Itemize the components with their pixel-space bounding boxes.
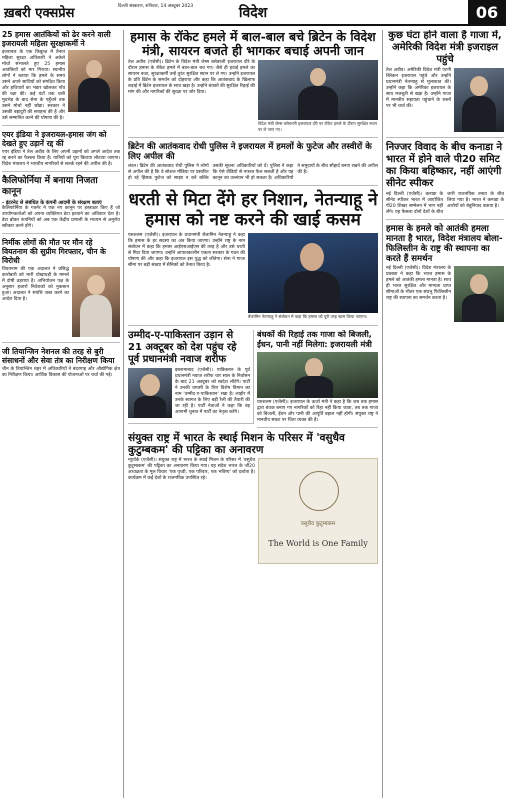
story-body: तेल अवीव (एजेंसी)। ब्रिटेन के विदेश मंत्री जेम्स क्लेवरली इजरायल दौरे के दौरान हमास के रॉकेट हमले में बाल-बाल बच गए। जैसे ही हवाई हमले का सायरन बजा, सुरक्षाकर्मी उन्हें तुरंत सुरक्षित स्थान पर ले गए। उन्होंने इजरायल के प्रति ब्रिटेन के समर्थन को दोहराया और कहा कि आतंकवाद के खिलाफ लड़ाई में ब्रिटेन इजरायल के साथ खड़ा है। उन्होंने बंधकों की सुरक्षित रिहाई की मांग की और नागरिकों की सुरक्षा पर जोर दिया। xyxy=(128,60,255,95)
poster-hindi-text: वसुधैव कुटुम्बकम xyxy=(300,520,336,527)
story-subheadline: - इंटरनेट से संबंधित के कंपनी आदमी के संरक्षण बताएं xyxy=(2,200,102,206)
story-netanyahu xyxy=(128,190,378,326)
story-body: एयर इंडिया ने तेल अवीव के लिए अपनी उड़ानों को अगले आदेश तक रद्द करने का फैसला किया है। यात्रियों को पूरा किराया लौटाया जाएगा। विदेश मंत्रालय ने भारतीय नागरिकों से सतर्क रहने की अपील की है। xyxy=(2,150,120,167)
story-body: नई दिल्ली (एजेंसी)। कनाडा के सीनेट स्पीकर भारत में आयोजित पी20 शिखर सम्मेलन में भाग नहीं लेंगे। यह फैसला दोनों देशों के बीच जारी राजनयिक तनाव के बीच लिया गया है। भारत ने कनाडा के आरोपों को बेबुनियाद बताया है। xyxy=(386,192,504,215)
story-body: कैलिफोर्निया के गवर्नर ने एक नए कानून पर हस्ताक्षर किए हैं जो उपयोगकर्ताओं को अपना व्यक्तिगत डेटा हटवाने का अधिकार देता है। डेटा ब्रोकर कंपनियों को अब एक केंद्रीय प्रणाली के माध्यम से अनुरोध स्वीकार करने होंगे। xyxy=(2,206,120,229)
story-headline: संयुक्त राष्ट्र में भारत के स्थाई मिशन के परिसर में 'वसुधैव कुटुम्बकम' की पट्टिका का अनावरण xyxy=(128,431,345,456)
photo-uk-minister xyxy=(258,60,378,120)
story-tianjin xyxy=(2,347,120,382)
photo-caption: विदेश मंत्री जेम्स क्लेवरली इजरायल दौरे पर रॉकेट हमले के दौरान सुरक्षित स्थान पर ले जाए गए। xyxy=(258,121,378,132)
photo-blinken xyxy=(454,68,504,132)
middle-column xyxy=(128,30,378,798)
photo-block-uk xyxy=(258,60,378,132)
story-headline: निज्जर विवाद के बीच कनाडा ने भारत में होने वाले पी20 समिट का किया बहिष्कार, नहीं आएंगी सीनेट स्पीकर xyxy=(386,142,503,189)
story-body: नई दिल्ली (एजेंसी)। विदेश मंत्रालय के प्रवक्ता ने कहा कि भारत हमास के हमले को आतंकी हमला मानता है। साथ ही भारत सुरक्षित और मान्यता प्राप्त सीमाओं के भीतर एक संप्रभु फिलिस्तीन राष्ट्र की स्थापना का समर्थन करता है। xyxy=(386,266,452,301)
right-column xyxy=(382,30,504,798)
photo-block-netanyahu xyxy=(248,233,378,320)
story-headline: निर्मीक लोगों की मौत पर मौन रहे वियतनाम की सुप्रीम गिरफ्तार, चीन के विरोधी xyxy=(2,238,106,265)
photo-mea-spokesperson xyxy=(454,266,504,322)
story-body: इस्लामाबाद (एजेंसी)। पाकिस्तान के पूर्व प्रधानमंत्री नवाज शरीफ चार साल के निर्वासन के बाद 21 अक्टूबर को स्वदेश लौटेंगे। पार्टी ने उनकी वापसी के लिए विशेष विमान का नाम 'उम्मीद-ए-पाकिस्तान' रखा है। लाहौर में उनके स्वागत के लिए बड़ी रैली की तैयारी की जा रही है। पार्टी नेताओं ने कहा कि वह आगामी चुनाव में पार्टी का नेतृत्व करेंगे। xyxy=(175,367,250,415)
page-number: 06 xyxy=(468,0,506,26)
story-headline: जी तियान्जिन नेशनल की तरह से बुरी संसाधनों और सेवा तंत्र का निरीक्षण किया xyxy=(2,347,115,365)
story-blinken xyxy=(386,30,504,138)
story-gaza-supplies xyxy=(257,330,378,428)
story-headline: 25 हमास आतंकियों को ढेर करने वाली इजरायली महिला सुरक्षाकर्मी ने xyxy=(2,30,111,48)
story-body: वियतनाम की एक अदालत ने प्रसिद्ध कारोबारी को भारी धोखाधड़ी के मामले में दोषी ठहराया है। अभियोजन पक्ष के अनुसार हजारों निवेशकों को नुकसान हुआ। अदालत ने संपत्ति जब्त करने का आदेश दिया है। xyxy=(2,267,69,302)
photo-vietnam xyxy=(72,267,120,337)
photo-nawaz-sharif xyxy=(128,368,172,418)
globe-logo-icon xyxy=(299,471,339,511)
story-headline: ब्रिटेन की आतंकवाद रोधी पुलिस ने इजरायल में हमलों के फुटेज और तस्वीरों के लिए अपील की xyxy=(128,142,372,162)
story-vietnam xyxy=(2,238,120,343)
story-uk-minister xyxy=(128,30,378,138)
story-body: लंदन। ब्रिटेन की आतंकवाद रोधी पुलिस ने लोगों से अपील की है कि वे सोशल मीडिया पर प्रसारित हो रहे हिंसक फुटेज को साझा न करें बल्कि उसकी सूचना अधिकारियों को दें। पुलिस ने कहा कि ऐसे वीडियो से नफरत फैल सकती है और यह कानून का उल्लंघन भी हो सकता है। अधिकारियों ने समुदायों के बीच सौहार्द बनाए रखने की अपील की है। xyxy=(128,164,378,181)
story-headline: हमास के हमले को आतंकी हमला मानता है भारत, विदेश मंत्रालय बोला-फिलिस्तीन के राष्ट्र की स्थापना का करते हैं समर्थन xyxy=(386,224,503,264)
photo-guard xyxy=(68,50,120,112)
left-column xyxy=(2,30,124,798)
story-body: यरुशलम (एजेंसी)। इजरायल के प्रधानमंत्री बेंजामिन नेतन्याहू ने कहा कि हमास के हर सदस्य का अंत किया जाएगा। उन्होंने राष्ट्र के नाम संबोधन में कहा कि हमास आईएसआईएस की तरह है और उसे धरती से मिटा दिया जाएगा। उन्होंने आपातकालीन एकता सरकार के गठन की घोषणा की और कहा कि इजरायल इस युद्ध को जीतेगा। सेना ने गाजा सीमा पर बड़ी संख्या में सैनिकों को तैनात किया है। xyxy=(128,233,245,268)
story-body: तेल अवीव। अमेरिकी विदेश मंत्री एंटनी ब्लिंकन इजरायल पहुंचे और उन्होंने प्रधानमंत्री नेतन्याहू से मुलाकात की। उन्होंने कहा कि अमेरिका इजरायल के साथ मजबूती से खड़ा है। उन्होंने गाजा में मानवीय सहायता पहुंचाने के रास्तों पर भी चर्चा की। xyxy=(386,68,451,109)
story-body: चीन के तियान्जिन शहर में अधिकारियों ने बंदरगाह और औद्योगिक क्षेत्र का निरीक्षण किया। आर्थिक विकास की योजनाओं पर चर्चा की गई। xyxy=(2,367,120,378)
story-headline: उम्मीद-ए-पाकिस्तान उड़ान से 21 अक्टूबर को देश पहुंच रहे पूर्व प्रधानमंत्री नवाज शरीफ xyxy=(128,329,237,365)
story-headline: हमास के रॉकेट हमले में बाल-बाल बचे ब्रिटेन के विदेश मंत्री, सायरन बजते ही भागकर बचाई अपनी जान xyxy=(130,30,376,58)
story-nawaz-sharif xyxy=(128,330,254,424)
story-body: यरुशलम (एजेंसी)। इजरायल के ऊर्जा मंत्री ने कहा है कि जब तक हमास द्वारा बंधक बनाए गए नागरिकों को रिहा नहीं किया जाता, तब तक गाजा को बिजली, ईंधन और पानी की आपूर्ति बहाल नहीं होगी। संयुक्त राष्ट्र ने मानवीय संकट पर चिंता व्यक्त की है। xyxy=(257,399,378,423)
story-vasudhaiva xyxy=(128,432,378,569)
story-canada-p20 xyxy=(386,142,504,220)
section-title: विदेश xyxy=(238,5,268,21)
masthead xyxy=(0,0,506,26)
story-headline: धरती से मिटा देंगे हर निशान, नेतन्याहू ने हमास को नष्ट करने की खाई कसम xyxy=(128,190,378,230)
story-air-india xyxy=(2,130,120,172)
poster-block xyxy=(258,458,378,564)
story-body: इजरायल के एक किबुत्ज़ में तैनात महिला सुरक्षा अधिकारी ने अकेले मोर्चा संभालते हुए 25 हमास आतंकियों को मार गिराया। स्थानीय लोगों ने बताया कि हमले के समय उसने अपने साथियों को संगठित किया और हथियारों का भंडार खोलकर गाँव की रक्षा की। कई घंटों तक चली मुठभेड़ के बाद सेना के पहुँचने तक उसने मोर्चा नहीं छोड़ा। सरकार ने उसकी बहादुरी की सराहना की है और उसे सम्मानित करने की घोषणा की है। xyxy=(2,50,65,121)
story-california-privacy xyxy=(2,176,120,234)
story-uk-police xyxy=(128,142,378,186)
story-headline: कुछ घंटा होने वाला है गाजा में, अमेरिकी विदेश मंत्री इजराइल पहुंचे xyxy=(388,30,502,65)
photo-israeli-minister xyxy=(257,352,378,398)
story-body: न्यूयॉर्क (एजेंसी)। संयुक्त राष्ट्र में भारत के स्थाई मिशन के परिसर में 'वसुधैव कुटुम्बकम' की पट्टिका का अनावरण किया गया। यह संदेश भारत के जी20 अध्यक्षता के मूल विचार 'एक पृथ्वी, एक परिवार, एक भविष्य' को दर्शाता है। कार्यक्रम में कई देशों के राजनयिक उपस्थित रहे। xyxy=(128,457,255,481)
story-headline: एयर इंडिया ने इजरायल-हमास जंग को देखते हुए उड़ानें रद्द कीं xyxy=(2,130,107,148)
poster-english-text: The World is One Family xyxy=(268,538,368,548)
vasudhaiva-poster xyxy=(258,458,378,564)
story-israeli-guard xyxy=(2,30,120,126)
photo-caption: बेंजामिन नेतन्याहू ने संबोधन में कहा कि हमास को पूरी तरह खत्म किया जाएगा। xyxy=(248,314,368,319)
story-india-mea xyxy=(386,224,504,327)
story-headline: बंधकों की रिहाई तक गाजा को बिजली, ईंधन, पानी नहीं मिलेगा: इजरायली मंत्री xyxy=(257,329,372,349)
edition-date: दिल्ली संस्करण, शनिवार, 14 अक्टूबर 2023 xyxy=(118,4,194,9)
story-headline: कैलिफोर्निया में बनाया निजता कानून xyxy=(2,176,98,197)
photo-netanyahu xyxy=(248,233,378,313)
newspaper-name: ख़बरी एक्सप्रेस xyxy=(4,6,75,21)
